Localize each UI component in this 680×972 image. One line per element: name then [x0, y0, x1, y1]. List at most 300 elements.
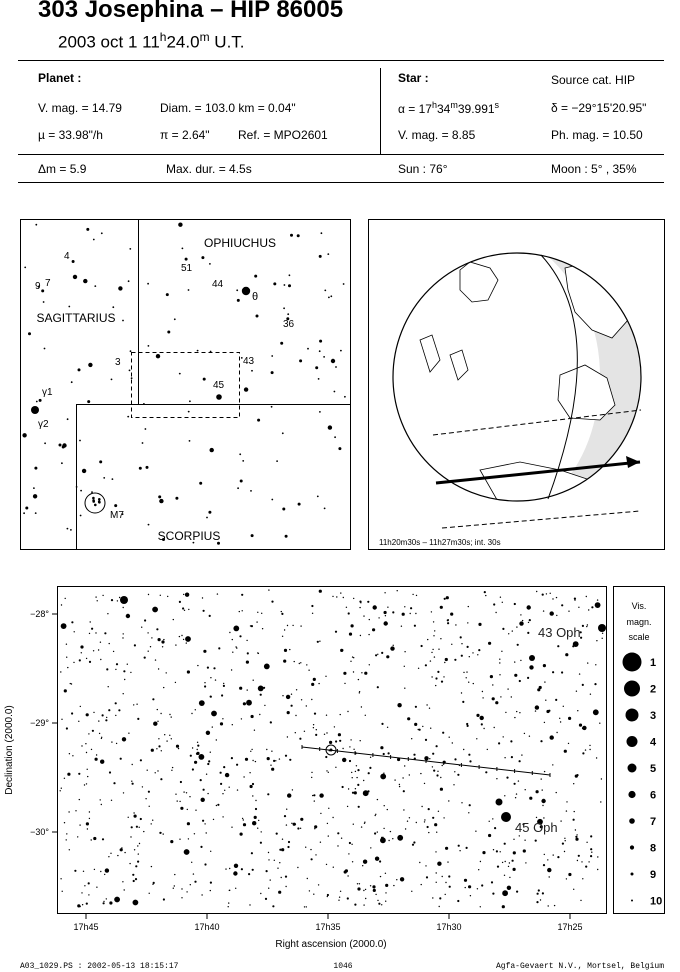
field-star — [549, 876, 550, 877]
field-star — [356, 777, 357, 778]
field-star — [313, 724, 314, 725]
field-star — [573, 819, 575, 821]
field-star — [390, 646, 394, 650]
field-star — [448, 619, 449, 620]
field-star — [595, 602, 601, 608]
finder-star — [147, 283, 149, 285]
field-star — [600, 801, 601, 802]
field-star — [300, 818, 303, 821]
field-star — [365, 898, 366, 899]
finder-star — [201, 256, 204, 259]
field-star — [410, 607, 412, 609]
finder-star — [189, 400, 191, 402]
finder-star — [68, 306, 70, 308]
field-star — [347, 875, 348, 876]
field-star — [377, 831, 378, 832]
field-star — [206, 832, 207, 833]
field-star — [437, 671, 439, 673]
field-star — [251, 715, 254, 718]
finder-star — [179, 373, 181, 375]
field-star — [468, 885, 471, 888]
field-star — [191, 713, 192, 714]
field-star — [574, 811, 575, 812]
field-star — [123, 792, 124, 793]
field-star — [508, 633, 509, 634]
field-star — [575, 829, 576, 830]
finder-star — [127, 416, 129, 418]
field-star — [158, 738, 159, 739]
field-star — [300, 625, 301, 626]
field-star — [403, 790, 405, 792]
field-star — [482, 691, 483, 692]
field-star — [436, 872, 437, 873]
finder-star — [297, 234, 300, 237]
finder-star — [174, 318, 176, 320]
field-star — [372, 628, 375, 631]
finder-star — [250, 490, 252, 492]
field-star — [325, 676, 326, 677]
finder-star — [318, 378, 320, 380]
field-star — [241, 594, 243, 596]
field-star — [384, 611, 387, 614]
field-star — [193, 873, 194, 874]
field-star — [343, 672, 346, 675]
field-star — [241, 868, 243, 870]
field-star — [240, 833, 243, 836]
field-star — [254, 730, 255, 731]
field-star — [192, 768, 194, 770]
field-star — [577, 860, 578, 861]
finder-star — [319, 350, 321, 352]
field-star — [475, 831, 476, 832]
field-star — [304, 731, 305, 732]
field-star — [463, 672, 464, 673]
field-star — [206, 774, 207, 775]
field-star — [346, 607, 347, 608]
field-star — [143, 831, 144, 832]
field-star — [481, 884, 483, 886]
detail-chart — [4, 587, 607, 951]
field-star — [255, 761, 256, 762]
field-star — [501, 651, 502, 652]
moon-info: Moon : 5° , 35% — [551, 162, 637, 176]
mag-scale-dot — [627, 736, 638, 747]
finder-star — [254, 275, 257, 278]
field-star — [492, 697, 495, 700]
field-star — [250, 785, 253, 788]
field-star — [86, 713, 89, 716]
field-star — [270, 765, 271, 766]
field-star — [108, 686, 109, 687]
field-star — [266, 749, 267, 750]
field-star — [204, 863, 206, 865]
field-star — [268, 888, 269, 889]
field-star — [424, 783, 425, 784]
field-star — [543, 864, 545, 866]
field-star — [591, 852, 592, 853]
field-star — [163, 898, 165, 900]
cluster-star — [98, 498, 101, 501]
m7-cluster-ring — [85, 493, 105, 513]
field-star — [66, 657, 67, 658]
planet-parallax: π = 2.64" — [160, 128, 210, 142]
field-star — [466, 677, 467, 678]
field-star — [334, 726, 335, 727]
field-star — [575, 836, 577, 838]
field-star — [229, 632, 230, 633]
finder-star — [145, 428, 147, 430]
field-star — [152, 698, 154, 700]
field-star — [499, 659, 500, 660]
field-star — [64, 689, 67, 692]
field-star — [236, 764, 238, 766]
finder-star — [131, 377, 133, 379]
finder-star — [87, 400, 90, 403]
field-star — [67, 773, 70, 776]
field-star — [426, 704, 427, 705]
field-star — [586, 626, 587, 627]
field-star — [67, 667, 68, 668]
field-star — [60, 790, 61, 791]
field-star — [332, 817, 333, 818]
field-star — [593, 709, 599, 715]
field-star — [333, 867, 334, 868]
field-star — [271, 751, 272, 752]
field-star — [220, 772, 222, 774]
field-star — [433, 770, 435, 772]
field-star — [448, 800, 449, 801]
finder-star — [33, 487, 35, 489]
field-star — [337, 832, 339, 834]
field-star — [535, 705, 539, 709]
field-star — [590, 835, 592, 837]
field-star — [96, 754, 97, 755]
field-star — [295, 715, 296, 716]
field-star — [247, 689, 248, 690]
field-star — [113, 782, 115, 784]
field-star — [421, 884, 422, 885]
field-star — [356, 765, 357, 766]
field-star — [378, 903, 380, 905]
mag-scale-label: 9 — [650, 869, 657, 881]
finder-star — [156, 354, 160, 358]
field-star — [336, 596, 337, 597]
field-star — [190, 755, 192, 757]
field-star — [508, 866, 509, 867]
finder-star — [148, 345, 150, 347]
field-star — [61, 719, 62, 720]
field-star — [442, 876, 443, 877]
field-star — [203, 789, 205, 791]
field-star — [257, 612, 258, 613]
field-star — [561, 604, 563, 606]
field-star — [319, 641, 320, 642]
max-duration: Max. dur. = 4.5s — [166, 162, 252, 176]
field-star — [357, 887, 360, 890]
finder-star — [328, 297, 330, 299]
field-star — [208, 760, 210, 762]
field-star — [449, 737, 450, 738]
y-axis-label: Declination (2000.0) — [4, 705, 15, 795]
field-star — [111, 599, 113, 601]
field-star — [212, 726, 213, 727]
field-star — [444, 662, 445, 663]
field-star — [189, 796, 190, 797]
field-star — [166, 740, 167, 741]
field-star — [158, 668, 159, 669]
mag-scale-label: 4 — [650, 736, 657, 749]
finder-star — [236, 289, 238, 291]
field-star — [436, 832, 437, 833]
field-star — [464, 879, 467, 882]
field-star — [439, 897, 441, 899]
field-star — [207, 667, 209, 669]
field-star — [131, 781, 132, 782]
field-star — [104, 632, 106, 634]
field-star — [476, 738, 477, 739]
field-star — [135, 865, 137, 867]
target-star — [330, 749, 333, 752]
field-star — [494, 827, 496, 829]
field-star — [444, 598, 446, 600]
field-star — [402, 777, 403, 778]
field-star — [375, 814, 376, 815]
field-star — [596, 640, 597, 641]
star-label-4: 4 — [64, 251, 70, 262]
field-star — [113, 651, 114, 652]
field-star — [433, 621, 434, 622]
field-star — [449, 886, 451, 888]
field-star — [286, 809, 287, 810]
magnitude-drop: Δm = 5.9 — [38, 162, 87, 176]
field-star — [220, 722, 223, 725]
field-star — [441, 681, 443, 683]
field-star — [579, 673, 580, 674]
field-star — [455, 624, 456, 625]
field-star — [91, 628, 93, 630]
field-star — [210, 890, 211, 891]
field-star — [153, 722, 157, 726]
star-label-45: 45 — [213, 380, 225, 391]
field-star — [576, 774, 578, 776]
finder-star — [299, 359, 302, 362]
field-star — [418, 729, 419, 730]
field-star — [480, 716, 484, 720]
field-star — [509, 877, 510, 878]
field-star — [279, 758, 280, 759]
field-star — [61, 604, 62, 605]
field-star — [349, 633, 352, 636]
star-45-oph-companion — [496, 799, 503, 806]
field-star — [525, 789, 526, 790]
mag-scale-label: 5 — [650, 763, 657, 775]
field-star — [258, 686, 264, 692]
ytick-label: −30° — [30, 827, 49, 837]
field-star — [485, 771, 487, 773]
field-star — [397, 590, 398, 591]
field-star — [393, 885, 394, 886]
field-star — [284, 629, 285, 630]
finder-star — [67, 418, 69, 420]
field-star — [279, 862, 280, 863]
field-star — [133, 880, 135, 882]
field-star — [98, 649, 99, 650]
field-star — [100, 642, 101, 643]
field-star — [291, 694, 292, 695]
field-star — [102, 595, 103, 596]
field-star — [243, 702, 246, 705]
field-star — [461, 692, 462, 693]
finder-star — [282, 508, 285, 511]
field-star — [443, 817, 444, 818]
field-star — [364, 822, 365, 823]
field-star — [357, 769, 359, 771]
field-star — [550, 611, 554, 615]
field-star — [62, 891, 63, 892]
field-star — [516, 626, 517, 627]
mag-scale-dot — [628, 764, 637, 773]
field-star — [496, 850, 498, 852]
field-star — [65, 598, 66, 599]
field-star — [61, 788, 62, 789]
field-star — [548, 905, 549, 906]
field-star — [304, 906, 305, 907]
field-star — [390, 831, 391, 832]
field-star — [88, 882, 90, 884]
field-star — [442, 765, 443, 766]
finder-star — [244, 387, 248, 391]
field-star — [542, 594, 544, 596]
field-star — [106, 717, 107, 718]
finder-star — [44, 348, 46, 350]
field-star — [348, 612, 350, 614]
field-star — [500, 696, 501, 697]
field-star — [91, 749, 92, 750]
field-star — [86, 783, 87, 784]
field-star — [352, 777, 353, 778]
finder-star — [188, 411, 190, 413]
field-star — [91, 839, 92, 840]
field-star — [329, 741, 332, 744]
finder-star — [323, 356, 325, 358]
field-star — [324, 734, 325, 735]
field-star — [287, 793, 291, 797]
finder-star — [23, 512, 25, 514]
field-star — [270, 722, 271, 723]
field-star — [365, 889, 366, 890]
field-star — [197, 745, 199, 747]
finder-star — [271, 355, 273, 357]
cluster-star — [92, 497, 95, 500]
field-star — [148, 594, 149, 595]
field-star — [354, 904, 356, 906]
field-star — [95, 758, 98, 761]
field-star — [111, 800, 112, 801]
field-star — [181, 635, 182, 636]
field-star — [585, 866, 587, 868]
field-star — [149, 806, 150, 807]
finder-star — [335, 366, 337, 368]
mag-scale-title: Vis. — [631, 601, 647, 611]
field-star — [340, 714, 341, 715]
field-star — [350, 661, 351, 662]
field-star — [264, 664, 270, 670]
finder-star — [315, 366, 318, 369]
field-star — [378, 617, 379, 618]
field-star — [409, 774, 410, 775]
field-star — [328, 808, 329, 809]
field-star — [368, 634, 369, 635]
field-star — [380, 774, 386, 780]
field-star — [247, 652, 249, 654]
finder-star — [208, 511, 211, 514]
field-star — [357, 784, 359, 786]
field-star — [457, 774, 459, 776]
field-star — [121, 847, 122, 848]
field-star — [353, 598, 354, 599]
field-star — [160, 595, 161, 596]
field-star — [404, 606, 405, 607]
field-star — [163, 687, 164, 688]
planet-reference: Ref. = MPO2601 — [238, 128, 328, 142]
field-star — [194, 761, 197, 764]
star-phmag: Ph. mag. = 10.50 — [551, 128, 643, 142]
field-star — [478, 623, 481, 626]
field-star — [249, 772, 250, 773]
field-star — [60, 671, 61, 672]
field-star — [200, 779, 202, 781]
field-star — [317, 641, 319, 643]
field-star — [421, 645, 423, 647]
field-star — [105, 868, 109, 872]
finder-star — [321, 232, 323, 234]
field-star — [431, 611, 432, 612]
finder-star — [91, 491, 93, 493]
field-star — [288, 841, 290, 843]
finder-star — [35, 224, 37, 226]
field-star — [196, 753, 198, 755]
field-star — [511, 756, 513, 758]
field-star — [182, 607, 184, 609]
field-star — [502, 602, 503, 603]
globe-caption: 11h20m30s – 11h27m30s; int. 30s — [379, 538, 501, 547]
field-star — [403, 809, 404, 810]
field-star — [306, 664, 307, 665]
field-star — [246, 640, 247, 641]
field-star — [560, 721, 561, 722]
field-star — [565, 653, 568, 656]
field-star — [387, 809, 388, 810]
field-star — [373, 605, 377, 609]
field-star — [210, 882, 212, 884]
field-star — [243, 776, 244, 777]
field-star — [514, 603, 516, 605]
field-star — [416, 822, 417, 823]
field-star — [572, 645, 574, 647]
field-star — [511, 860, 513, 862]
field-star — [170, 840, 173, 843]
field-star — [156, 628, 158, 630]
field-star — [559, 718, 560, 719]
bright-star-edge — [598, 624, 606, 632]
field-star — [556, 615, 557, 616]
field-star — [188, 609, 189, 610]
field-star — [582, 752, 584, 754]
field-star — [562, 843, 564, 845]
field-star — [404, 651, 405, 652]
field-star — [461, 802, 462, 803]
finder-star — [285, 535, 288, 538]
